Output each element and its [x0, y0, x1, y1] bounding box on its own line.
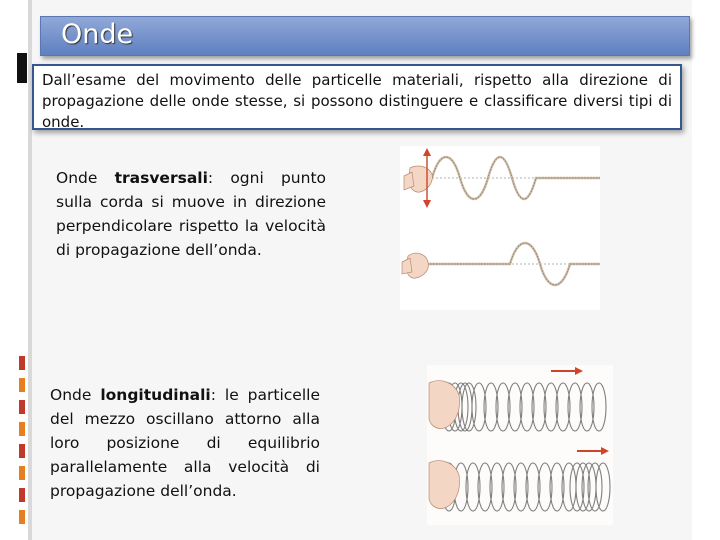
accent-bar — [19, 422, 25, 436]
accent-bar — [19, 510, 25, 524]
accent-bar — [19, 466, 25, 480]
accent-bar — [19, 400, 25, 414]
title-bar — [40, 16, 690, 56]
slinky-longitudinal-wave-illustration-icon — [427, 365, 613, 525]
longitudinal-paragraph — [50, 383, 320, 503]
transverse-term: trasversali — [114, 169, 208, 187]
accent-bar — [19, 488, 25, 502]
transverse-description: : ogni punto sulla corda si muove in direzione perpendicolare rispetto la velocità di propagazione dell’onda. — [56, 169, 327, 259]
intro-text: Dall’esame del movimento delle particelle materiali, rispetto alla direzione di propagazione delle onde stesse, si possono distinguere e classificare diversi tipi di onde. — [42, 71, 672, 131]
accent-bars — [19, 356, 25, 540]
accent-bar — [19, 378, 25, 392]
longitudinal-description: : le particelle del mezzo oscillano attorno alla loro posizione di equilibrio parallelamente alla velocità di propagazione dell’onda. — [50, 386, 320, 500]
intro-box — [32, 64, 682, 130]
black-marker — [17, 53, 27, 83]
longitudinal-prefix: Onde — [50, 386, 101, 404]
transverse-wave-illustration-icon — [400, 146, 600, 310]
accent-bar — [19, 444, 25, 458]
longitudinal-term: longitudinali — [100, 386, 211, 404]
transverse-paragraph — [56, 166, 326, 262]
accent-bar — [19, 356, 25, 370]
slide-title: Onde — [61, 19, 134, 50]
transverse-prefix: Onde — [56, 169, 115, 187]
